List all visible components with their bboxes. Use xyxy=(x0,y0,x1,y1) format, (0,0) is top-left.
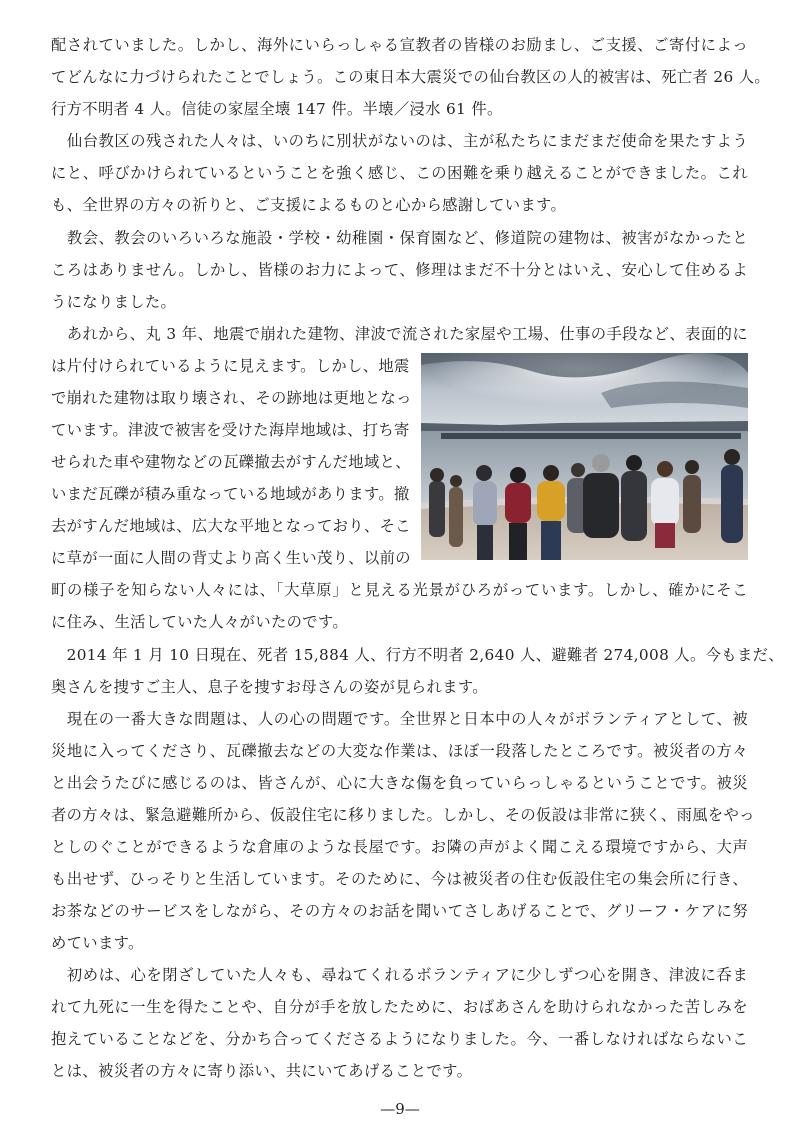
text-line: 災地に入ってくださり、瓦礫撤去などの大変な作業は、ほぼ一段落したところです。被災者の方々 xyxy=(51,742,748,760)
text-line: せられた車や建物などの瓦礫撤去がすんだ地域と、 xyxy=(51,453,411,471)
text-line: としのぐことができるような倉庫のような長屋です。お隣の声がよく聞こえる環境ですから、大声 xyxy=(51,838,748,856)
text-line: にと、呼びかけられているということを強く感じ、この困難を乗り越えることができました。これ xyxy=(51,164,748,182)
beach-group-photo xyxy=(421,353,748,560)
text-line: 行方不明者 4 人。信徒の家屋全壊 147 件。半壊／浸水 61 件。 xyxy=(51,100,503,118)
text-line: てどんなに力づけられたことでしょう。この東日本大震災での仙台教区の人的被害は、死亡者 26 人。 xyxy=(51,68,771,86)
text-line: とは、被災者の方々に寄り添い、共にいてあげることです。 xyxy=(51,1062,473,1080)
text-line: に住み、生活していた人々がいたのです。 xyxy=(51,613,348,631)
text-line: 抱えていることなどを、分かち合ってくださるようになりました。今、一番しなければならないこ xyxy=(51,1030,748,1048)
text-line: 教会、教会のいろいろな施設・学校・幼稚園・保育園など、修道院の建物は、被害がなかったと xyxy=(51,229,748,247)
text-line: も出せず、ひっそりと生活しています。そのために、今は被災者の住む仮設住宅の集会所に行き、 xyxy=(51,870,748,888)
text-line: 現在の一番大きな問題は、人の心の問題です。全世界と日本中の人々がボランティアとして、被 xyxy=(51,710,748,728)
text-line: 初めは、心を閉ざしていた人々も、尋ねてくれるボランティアに少しずつ心を開き、津波に呑ま xyxy=(51,966,748,984)
text-line: 町の様子を知らない人々には、「大草原」と見える光景がひろがっています。しかし、確かにそこ xyxy=(51,581,748,599)
text-line: 奥さんを捜すご主人、息子を捜すお母さんの姿が見られます。 xyxy=(51,678,488,696)
text-line: 仙台教区の残された人々は、いのちに別状がないのは、主が私たちにまだまだ使命を果たすよう xyxy=(51,132,748,150)
text-line: ています。津波で被害を受けた海岸地域は、打ち寄 xyxy=(51,421,410,439)
text-line: で崩れた建物は取り壊され、その跡地は更地となっ xyxy=(51,389,412,407)
text-line: 2014 年 1 月 10 日現在、死者 15,884 人、行方不明者 2,640 人、避難者 274,008 人。今もまだ、 xyxy=(51,646,784,664)
text-line: あれから、丸 3 年、地震で崩れた建物、津波で流された家屋や工場、仕事の手段など、表面的に xyxy=(51,325,748,343)
text-line: も、全世界の方々の祈りと、ご支援によるものと心から感謝しています。 xyxy=(51,196,567,214)
text-line: 去がすんだ地域は、広大な平地となっており、そこ xyxy=(51,517,411,535)
text-line: れて九死に一生を得たことや、自分が手を放したために、おばあさんを助けられなかった苦しみを xyxy=(51,998,748,1016)
text-line: 配されていました。しかし、海外にいらっしゃる宣教者の皆様のお励まし、ご支援、ご寄付によっ xyxy=(51,36,748,54)
text-line: ころはありません。しかし、皆様のお力によって、修理はまだ不十分とはいえ、安心して住めるよ xyxy=(51,261,748,279)
text-line: と出会うたびに感じるのは、皆さんが、心に大きな傷を負っていらっしゃるということです。被災 xyxy=(51,774,748,792)
text-line: めています。 xyxy=(51,934,144,952)
text-line: いまだ瓦礫が積み重なっている地域があります。撤 xyxy=(51,485,410,503)
text-line: うになりました。 xyxy=(51,293,177,311)
text-line: お茶などのサービスをしながら、その方々のお話を聞いてさしあげることで、グリーフ・ケアに努 xyxy=(51,902,748,920)
page-number: —9— xyxy=(380,1100,420,1118)
text-line: に草が一面に人間の背丈より高く生い茂り、以前の xyxy=(51,549,411,567)
text-line: は片付けられているように見えます。しかし、地震 xyxy=(51,357,410,375)
text-line: 者の方々は、緊急避難所から、仮設住宅に移りました。しかし、その仮設は非常に狭く、雨風をやっ xyxy=(51,806,755,824)
